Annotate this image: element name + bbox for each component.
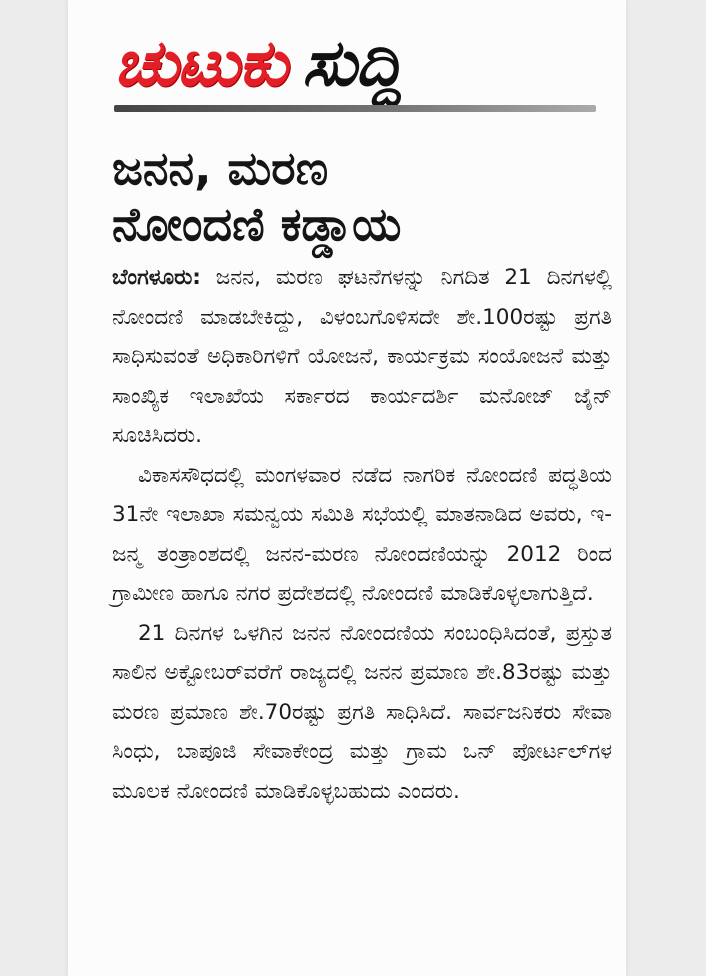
masthead-rule	[114, 105, 596, 112]
newspaper-clipping	[68, 0, 626, 976]
masthead	[114, 16, 594, 101]
article-body	[112, 258, 612, 811]
dateline: ಬೆಂಗಳೂರು:	[112, 265, 201, 290]
headline	[112, 140, 602, 252]
masthead-word-red: ಚುಟುಕು	[114, 27, 287, 101]
article-paragraph-3: 21 ದಿನಗಳ ಒಳಗಿನ ಜನನ ನೋಂದಣಿಯ ಸಂಬಂಧಿಸಿದಂತೆ, ಪ್ರಸ್ತುತ ಸಾಲಿನ ಅಕ್ಟೋಬರ್‌ವರೆಗೆ ರಾಜ್ಯದಲ್ಲಿ ಜನನ ಪ್ರಮಾಣ ಶೇ.83ರಷ್ಟು ಮತ್ತು ಮರಣ ಪ್ರಮಾಣ ಶೇ.70ರಷ್ಟು ಪ್ರಗತಿ ಸಾಧಿಸಿದೆ. ಸಾರ್ವಜನಿಕರು ಸೇವಾ ಸಿಂಧು, ಬಾಪೂಜಿ ಸೇವಾಕೇಂದ್ರ ಮತ್ತು ಗ್ರಾಮ ಒನ್ ಪೋರ್ಟಲ್‌ಗಳ ಮೂಲಕ ನೋಂದಣಿ ಮಾಡಿಕೊಳ್ಳಬಹುದು ಎಂದರು.	[112, 620, 612, 804]
article-paragraph-2: ವಿಕಾಸಸೌಧದಲ್ಲಿ ಮಂಗಳವಾರ ನಡೆದ ನಾಗರಿಕ ನೋಂದಣಿ ಪದ್ಧತಿಯ 31ನೇ ಇಲಾಖಾ ಸಮನ್ವಯ ಸಮಿತಿ ಸಭೆಯಲ್ಲಿ ಮಾತನಾಡಿದ ಅವರು, ಇ-ಜನ್ಮ ತಂತ್ರಾಂಶದಲ್ಲಿ ಜನನ-ಮರಣ ನೋಂದಣಿಯನ್ನು 2012 ರಿಂದ ಗ್ರಾಮೀಣ ಹಾಗೂ ನಗರ ಪ್ರದೇಶದಲ್ಲಿ ನೋಂದಣಿ ಮಾಡಿಕೊಳ್ಳಲಾಗುತ್ತಿದೆ.	[112, 462, 612, 606]
masthead-word-black: ಸುದ್ದಿ	[302, 27, 402, 101]
headline-line-1: ಜನನ, ಮರಣ	[112, 141, 329, 195]
headline-line-2: ನೋಂದಣಿ ಕಡ್ಡಾಯ	[112, 197, 402, 251]
article-paragraph-1	[112, 258, 612, 456]
paragraph-1-text: ಜನನ, ಮರಣ ಘಟನೆಗಳನ್ನು ನಿಗದಿತ 21 ದಿನಗಳಲ್ಲಿ ನೋಂದಣಿ ಮಾಡಬೇಕಿದ್ದು, ವಿಳಂಬಗೊಳಿಸದೇ ಶೇ.100ರಷ್ಟು ಪ್ರಗತಿ ಸಾಧಿಸುವಂತೆ ಅಧಿಕಾರಿಗಳಿಗೆ ಯೋಜನೆ, ಕಾರ್ಯಕ್ರಮ ಸಂಯೋಜನೆ ಮತ್ತು ಸಾಂಖ್ಯಿಕ ಇಲಾಖೆಯ ಸರ್ಕಾರದ ಕಾರ್ಯದರ್ಶಿ ಮನೋಜ್ ಜೈನ್ ಸೂಚಿಸಿದರು.	[112, 265, 612, 448]
